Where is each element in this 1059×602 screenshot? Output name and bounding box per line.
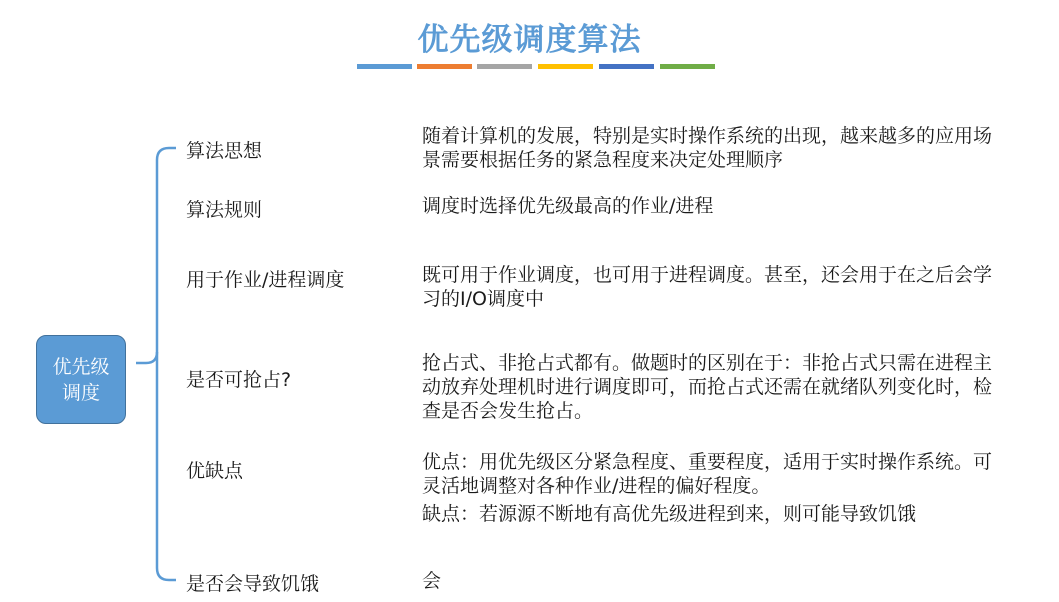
row-label-usage: 用于作业/进程调度: [186, 269, 345, 291]
root-label: 优先级调度: [52, 355, 110, 404]
row-desc-pros-cons: [422, 450, 992, 526]
row-label-starvation: 是否会导致饥饿: [186, 573, 320, 595]
row-desc-preemptive: [422, 351, 992, 423]
row-label-pros-cons: 优缺点: [186, 460, 244, 482]
row-desc-rule: [422, 194, 992, 218]
row-label-idea: 算法思想: [186, 140, 263, 162]
page-title: 优先级调度算法: [417, 22, 642, 58]
row-label-rule: 算法规则: [186, 199, 263, 221]
desc-text: 抢占式、非抢占式都有。做题时的区别在于：非抢占式只需在进程主动放弃处理机时进行调度即可，而抢占式还需在就绪队列变化时，检查是否会发生抢占。: [422, 352, 993, 422]
root-node: [36, 335, 126, 424]
desc-text: 既可用于作业调度，也可用于进程调度。甚至，还会用于在之后会学习的I/O调度中: [422, 264, 993, 310]
row-label-preemptive: 是否可抢占?: [186, 369, 292, 391]
desc-text: 会: [422, 570, 442, 592]
desc-cons: 缺点：若源源不断地有高优先级进程到来，则可能导致饥饿: [422, 503, 917, 525]
desc-pros: 优点：用优先级区分紧急程度、重要程度，适用于实时操作系统。可灵活地调整对各种作业/进程的偏好程度。: [422, 451, 993, 497]
desc-text: 调度时选择优先级最高的作业/进程: [422, 195, 714, 217]
row-desc-idea: [422, 124, 992, 172]
row-desc-usage: [422, 263, 992, 311]
row-desc-starvation: [422, 569, 992, 593]
desc-text: 随着计算机的发展，特别是实时操作系统的出现，越来越多的应用场景需要根据任务的紧急程度来决定处理顺序: [422, 125, 993, 171]
